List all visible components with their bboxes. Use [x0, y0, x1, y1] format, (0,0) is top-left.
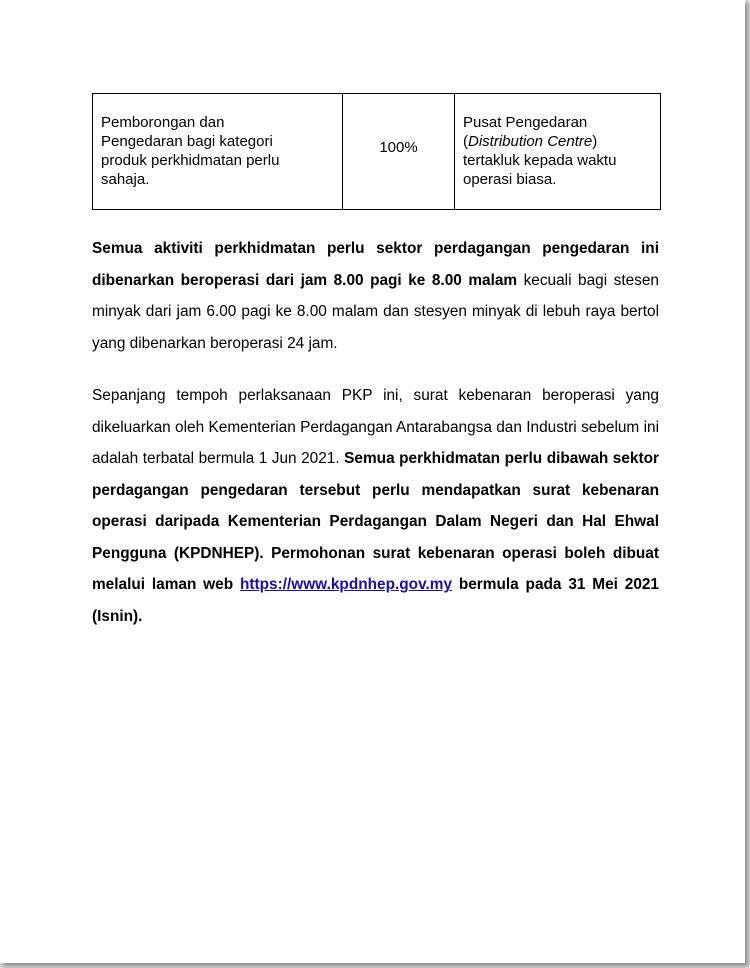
permit-paragraph [92, 380, 659, 632]
category-line: produk perkhidmatan perlu [101, 152, 280, 169]
category-cell [93, 94, 343, 210]
permit-text: Sepanjang tempoh perlaksanaan PKP ini, surat kebenaran beroperasi yang dikeluarkan oleh Kementerian Perdagangan Antarabangsa dan Industri sebelum ini adalah terbatal bermula 1 Jun 2021. [92, 387, 659, 467]
operating-hours-text: kecuali bagi stesen minyak dari jam 6.00 pagi ke 8.00 malam dan stesyen minyak di lebuh raya bertol yang dibenarkan beroperasi 24 jam. [92, 271, 659, 352]
notes-cell [455, 94, 661, 210]
notes-paren-close: ) [592, 133, 598, 150]
table-row [93, 94, 661, 210]
category-table [92, 93, 661, 210]
notes-line: operasi biasa. [463, 171, 557, 188]
operating-hours-bold: Semua aktiviti perkhidmatan perlu sektor perdagangan pengedaran ini dibenarkan beroperasi dari jam 8.00 pagi ke 8.00 malam [92, 240, 659, 289]
notes-line [463, 132, 652, 151]
permit-date-bold: bermula pada 31 Mei 2021 (Isnin). [92, 576, 659, 625]
notes-italic: Distribution Centre [468, 133, 593, 150]
category-line: sahaja. [101, 171, 150, 188]
capacity-cell [343, 94, 455, 210]
category-line: Pengedaran bagi kategori [101, 133, 273, 150]
category-line: Pemborongan dan [101, 114, 225, 131]
capacity-value: 100% [379, 139, 418, 156]
kpdnhep-link[interactable]: https://www.kpdnhep.gov.my [239, 576, 453, 593]
notes-line: Pusat Pengedaran [463, 114, 588, 131]
notes-line: tertakluk kepada waktu [463, 152, 617, 169]
permit-bold: Semua perkhidmatan perlu dibawah sektor perdagangan pengedaran tersebut perlu mendapatkan surat kebenaran operasi daripada Kementerian Perdagangan Dalam Negeri dan Hal Ehwal Pengguna (KPDNHEP). Permohonan surat kebenaran operasi boleh dibuat melalui laman web [92, 450, 660, 593]
operating-hours-paragraph [92, 233, 659, 359]
notes-paren-open: ( [463, 133, 468, 150]
